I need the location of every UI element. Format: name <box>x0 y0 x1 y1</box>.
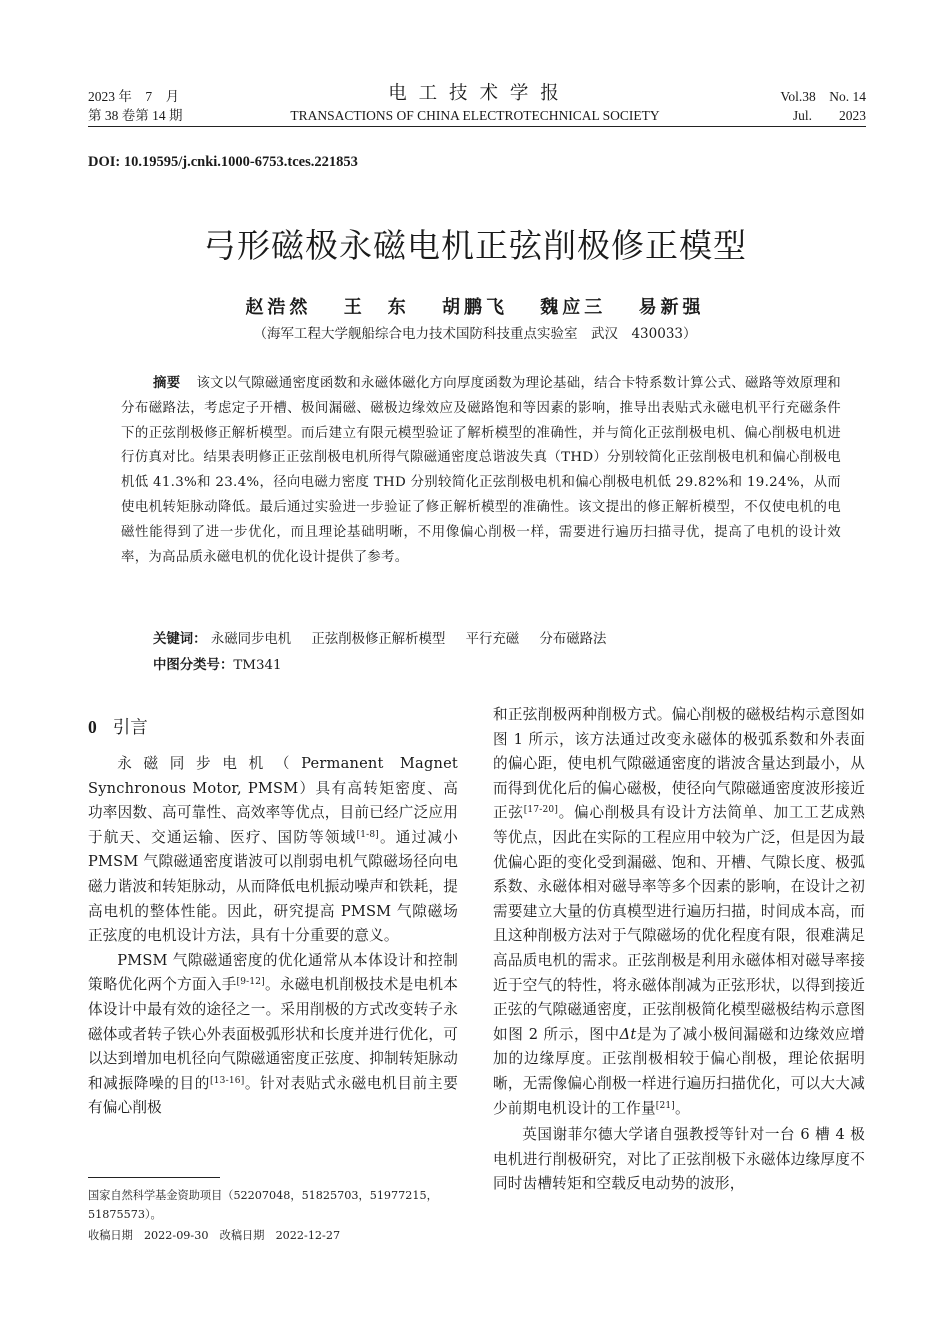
header-rule <box>88 126 866 127</box>
keyword: 平行充磁 <box>465 632 520 647</box>
funding-note: 国家自然科学基金资助项目（52207048，51825703，51977215，51875573）。 <box>88 1189 438 1221</box>
right-column <box>493 703 865 1197</box>
abstract-label: 摘要 <box>153 376 181 391</box>
paragraph: 英国谢菲尔德大学诸自强教授等针对一台 6 槽 4 极电机进行削极研究，对比了正弦削极下永磁体边缘厚度不同时齿槽转矩和空载反电动势的波形， <box>493 1126 865 1193</box>
paragraph: PMSM 气隙磁通密度的优化通常从本体设计和控制策略优化两个方面入手[9-12]。永磁电机削极技术是电机本体设计中最有效的途径之一。采用削极的方式改变转子永磁体或者转子铁心外表面极弧形状和长度并进行优化，可以达到增加电机径向气隙磁通密度正弦度、抑制转矩脉动和减振降噪的目的[13-16]。针对表贴式永磁电机目前主要有偏心削极 <box>88 951 458 1117</box>
keywords-label: 关键词： <box>153 632 207 647</box>
paragraph: 和正弦削极两种削极方式。偏心削极的磁极结构示意图如图 1 所示，该方法通过改变永磁体的极弧系数和外表面的偏心距，使电机气隙磁通密度的谐波含量达到最小，从而得到优化后的偏心磁极，使径向气隙磁通密度波形接近正弦[17-20]。偏心削极具有设计方法简单、加工工艺成熟等优点，因此在实际的工程应用中较为广泛，但是因为最优偏心距的变化受到漏磁、饱和、开槽、气隙长度、极弧系数、永磁体相对磁导率等多个因素的影响，在设计之初需要建立大量的仿真模型进行遍历扫描，时间成本高，而且这种削极方法对于气隙磁场的优化程度有限，很难满足高品质电机的需求。正弦削极是利用永磁体相对磁导率接近于空气的特性，将永磁体削减为正弦形状，以得到接近正弦的气隙磁通密度，正弦削极简化模型磁极结构示意图如图 2 所示，图中Δt是为了减小极间漏磁和边缘效应增加的边缘厚度。正弦削极相较于偏心削极，理论依据明晰，无需像偏心削极一样进行遍历扫描优化，可以大大减少前期电机设计的工作量[21]。 <box>493 706 865 1117</box>
abstract-text: 该文以气隙磁通密度函数和永磁体磁化方向厚度函数为理论基础，结合卡特系数计算公式、磁路等效原理和分布磁路法，考虑定子开槽、极间漏磁、磁极边缘效应及磁路饱和等因素的影响，推导出表贴式永磁电机平行充磁条件下的正弦削极修正解析模型。而后建立有限元模型验证了解析模型的准确性，并与简化正弦削极电机、偏心削极电机进行仿真对比。结果表明修正正弦削极电机所得气隙磁通密度总谐波失真（THD）分别较简化正弦削极电机和偏心削极电机低 41.3%和 23.4%，径向电磁力密度 THD 分别较简化正弦削极电机和偏心削极电机低 29.82%和 19.24%，从而使电机转矩脉动降低。最后通过实验进一步验证了修正解析模型的准确性。该文提出的修正解析模型，不仅使电机的电磁性能得到了进一步优化，而且理论基础明晰，不用像偏心削极一样，需要进行遍历扫描寻优，提高了电机的设计效率，为高品质永磁电机的优化设计提供了参考。 <box>121 376 841 565</box>
delta-t-variable: Δt <box>619 1025 637 1043</box>
journal-title-en: TRANSACTIONS OF CHINA ELECTROTECHNICAL SOCIETY <box>290 108 660 123</box>
header-volume-en: Vol.38 No. 14 <box>780 89 866 104</box>
header-month-en: Jul. 2023 <box>792 108 866 123</box>
paper-title: 弓形磁极永磁电机正弦削极修正模型 <box>203 226 747 265</box>
section-heading <box>88 714 148 739</box>
author: 胡鹏飞 <box>442 297 508 318</box>
citation[interactable]: [13-16] <box>210 1075 245 1086</box>
citation[interactable]: [9-12] <box>236 977 265 988</box>
journal-title-cn: 电 工 技 术 学 报 <box>388 83 562 104</box>
left-column <box>88 752 458 1121</box>
header-date: 2023 年 7 月 <box>88 89 180 104</box>
keywords <box>153 628 622 647</box>
citation[interactable]: [17-20] <box>523 805 559 816</box>
author: 魏应三 <box>540 297 607 318</box>
footnote-rule <box>88 1177 220 1178</box>
citation[interactable]: [1-8] <box>356 829 380 840</box>
keyword: 永磁同步电机 <box>210 632 292 647</box>
classification-code: TM341 <box>233 658 282 673</box>
keyword: 正弦削极修正解析模型 <box>311 632 446 647</box>
keyword: 分布磁路法 <box>539 632 607 647</box>
citation[interactable]: [21] <box>655 1100 676 1111</box>
author: 王 东 <box>343 297 410 318</box>
classification <box>153 654 282 673</box>
received-dates: 收稿日期 2022-09-30 改稿日期 2022-12-27 <box>88 1229 341 1242</box>
author: 易新强 <box>638 297 705 318</box>
section-number: 0 <box>88 717 97 737</box>
doi[interactable]: DOI: 10.19595/j.cnki.1000-6753.tces.221853 <box>88 154 358 170</box>
author-list <box>0 293 950 319</box>
section-title: 引言 <box>112 718 148 738</box>
author: 赵浩然 <box>245 297 312 318</box>
abstract <box>121 372 841 570</box>
paragraph: 永磁同步电机（Permanent Magnet Synchronous Motor, PMSM）具有高转矩密度、高功率因数、高可靠性、高效率等优点，目前已经广泛应用于航天、交通运输、医疗、国防等领域[1-8]。通过减小 PMSM 气隙磁通密度谐波可以削弱电机气隙磁场径向电磁力谐波和转矩脉动，从而降低电机振动噪声和铁耗，提高电机的整体性能。因此，研究提高 PMSM 气隙磁场正弦度的电机设计方法，具有十分重要的意义。 <box>88 755 458 945</box>
header-volume-cn: 第 38 卷第 14 期 <box>88 108 183 123</box>
affiliation: （海军工程大学舰船综合电力技术国防科技重点实验室 武汉 430033） <box>253 326 697 342</box>
classification-label: 中图分类号： <box>153 658 234 673</box>
